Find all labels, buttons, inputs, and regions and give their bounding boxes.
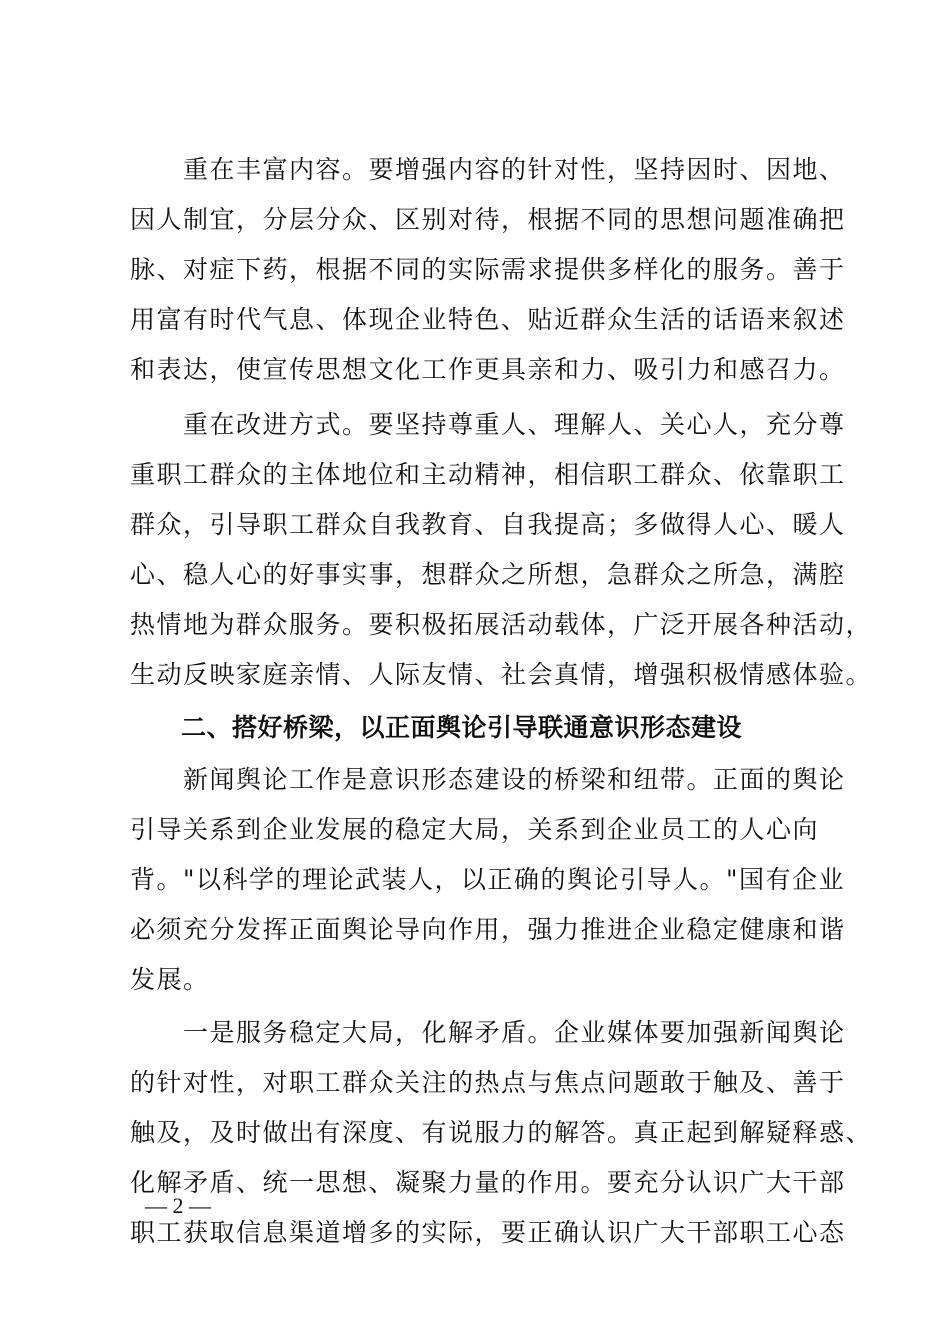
text-line: 重在改进方式。要坚持尊重人、理解人、关心人，充分尊 bbox=[130, 410, 846, 439]
text-line: 发展。 bbox=[130, 965, 210, 994]
text-line: 热情地为群众服务。要积极拓展活动载体，广泛开展各种活动， bbox=[130, 610, 873, 639]
section-heading: 二、搭好桥梁，以正面舆论引导联通意识形态建设 bbox=[130, 713, 743, 742]
text-line: 因人制宜，分层分众、区别对待，根据不同的思想问题准确把 bbox=[130, 205, 846, 234]
text-line: 重职工群众的主体地位和主动精神，相信职工群众、依靠职工 bbox=[130, 460, 846, 489]
text-line: 引导关系到企业发展的稳定大局，关系到企业员工的人心向 bbox=[130, 815, 820, 844]
text-line: 必须充分发挥正面舆论导向作用，强力推进企业稳定健康和谐 bbox=[130, 915, 846, 944]
text-line: 重在丰富内容。要增强内容的针对性，坚持因时、因地、 bbox=[130, 155, 846, 184]
text-line: 职工获取信息渠道增多的实际，要正确认识广大干部职工心态 bbox=[130, 1218, 846, 1247]
text-line: 的针对性，对职工群众关注的热点与焦点问题敢于触及、善于 bbox=[130, 1068, 846, 1097]
text-line: 新闻舆论工作是意识形态建设的桥梁和纽带。正面的舆论 bbox=[130, 765, 846, 794]
text-line: 心、稳人心的好事实事，想群众之所想，急群众之所急，满腔 bbox=[130, 560, 846, 589]
text-line: 用富有时代气息、体现企业特色、贴近群众生活的话语来叙述 bbox=[130, 305, 846, 334]
text-line: 触及，及时做出有深度、有说服力的解答。真正起到解疑释惑、 bbox=[130, 1118, 873, 1147]
text-line: 生动反映家庭亲情、人际友情、社会真情，增强积极情感体验。 bbox=[130, 660, 873, 689]
text-line: 群众，引导职工群众自我教育、自我提高；多做得人心、暖人 bbox=[130, 510, 846, 539]
text-line: 背。"以科学的理论武装人，以正确的舆论引导人。"国有企业 bbox=[130, 865, 846, 894]
text-line: 一是服务稳定大局，化解矛盾。企业媒体要加强新闻舆论 bbox=[130, 1018, 846, 1047]
text-line: 脉、对症下药，根据不同的实际需求提供多样化的服务。善于 bbox=[130, 255, 846, 284]
page-number: — 2 — bbox=[145, 1193, 211, 1218]
text-line: 化解矛盾、统一思想、凝聚力量的作用。要充分认识广大干部 bbox=[130, 1168, 846, 1197]
text-line: 和表达，使宣传思想文化工作更具亲和力、吸引力和感召力。 bbox=[130, 355, 846, 384]
